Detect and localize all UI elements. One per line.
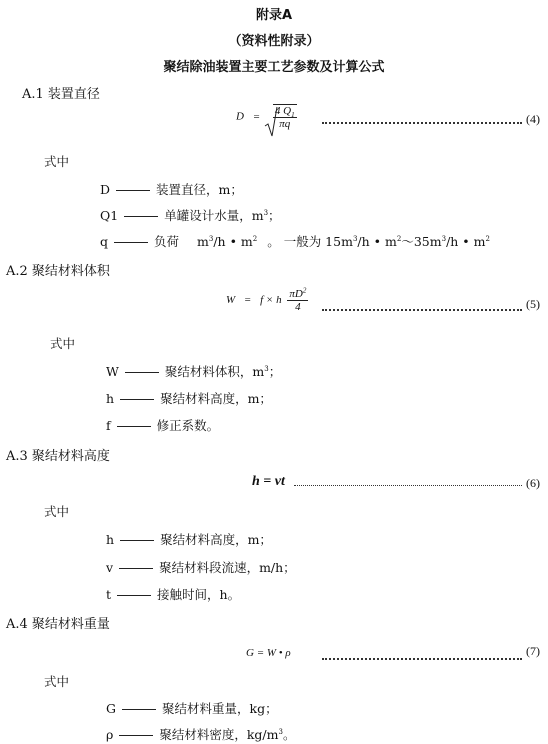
leader-dots <box>322 309 522 311</box>
formula-mid: f × h <box>260 294 282 307</box>
def-symbol: G <box>106 701 116 716</box>
definition-row <box>106 416 219 434</box>
def-unit: /h • m <box>213 234 253 249</box>
def-symbol: t <box>106 587 112 602</box>
def-sup: 3 <box>278 727 283 736</box>
formula-numerator: 4 Q <box>274 105 292 117</box>
equation-number: (4) <box>526 112 540 126</box>
definition-row <box>106 362 281 380</box>
appendix-subtitle: （资料性附录） <box>228 34 320 49</box>
def-desc: 聚结材料重量，kg； <box>162 701 278 716</box>
leader-dots <box>294 485 522 486</box>
formula-a2 <box>226 288 308 313</box>
def-sup: 3 <box>352 234 358 243</box>
formula-denominator: πq <box>279 118 291 130</box>
formula-numerator-sup: 2 <box>302 286 307 295</box>
def-desc: 装置直径，m； <box>156 182 243 197</box>
def-symbol: D <box>100 182 111 197</box>
sqrt-icon <box>264 106 278 138</box>
where-label: 式中 <box>44 504 70 519</box>
def-tail: ～35m <box>401 234 442 249</box>
def-sup: 2 <box>485 234 490 243</box>
def-symbol: f <box>106 418 111 433</box>
section-a2-title: A.2 聚结材料体积 <box>6 264 110 279</box>
equation-number: (6) <box>526 476 540 490</box>
def-sup: 3 <box>441 234 447 243</box>
def-tail: ； <box>268 208 281 223</box>
section-a3-title: A.3 聚结材料高度 <box>6 449 110 464</box>
def-symbol: h <box>106 532 115 547</box>
formula-a4: G = W • ρ <box>246 647 291 659</box>
section-a4-title: A.4 聚结材料重量 <box>6 617 110 632</box>
definition-row <box>106 585 240 603</box>
formula-a3: h = vt <box>252 474 285 489</box>
equation-number: (7) <box>526 644 540 658</box>
def-desc: 单罐设计水量，m <box>164 208 264 223</box>
section-a1-title: A.1 装置直径 <box>22 87 100 102</box>
where-label: 式中 <box>50 336 76 351</box>
equation-number: (5) <box>526 297 540 311</box>
definition-row <box>106 389 272 407</box>
definition-row <box>106 699 278 717</box>
definition-row <box>100 232 490 250</box>
def-desc: 聚结材料高度，m； <box>160 532 272 547</box>
def-tail: ； <box>268 364 282 379</box>
definition-row <box>100 206 281 224</box>
def-symbol: Q1 <box>100 208 119 223</box>
def-sup: 2 <box>396 234 402 243</box>
def-desc: 聚结材料高度，m； <box>160 391 272 406</box>
def-desc: 聚结材料段流速，m/h； <box>159 560 296 575</box>
formula-numerator-sub: 1 <box>291 111 295 120</box>
definition-row <box>106 725 296 743</box>
def-tail: 。 <box>282 727 296 742</box>
def-sup: 3 <box>264 364 269 373</box>
formula-numerator: πD <box>289 288 303 300</box>
where-label: 式中 <box>44 674 70 689</box>
def-sup: 3 <box>263 208 269 217</box>
definition-row <box>106 530 272 548</box>
appendix-title: 附录A <box>255 8 293 23</box>
def-desc: 聚结材料体积，m <box>164 364 265 379</box>
definition-row <box>106 558 296 576</box>
definition-row <box>100 180 243 198</box>
appendix-heading: 聚结除油装置主要工艺参数及计算公式 <box>163 60 385 75</box>
def-tail: /h • m <box>446 234 486 249</box>
def-desc: 接触时间，h。 <box>157 587 241 602</box>
def-unit: m <box>197 234 209 249</box>
formula-lhs: W <box>226 294 236 307</box>
def-desc: 修正系数。 <box>156 418 220 433</box>
def-symbol: ρ <box>106 727 114 742</box>
def-sup: 3 <box>208 234 214 243</box>
formula-denominator: 4 <box>295 301 301 313</box>
def-symbol: q <box>100 234 109 249</box>
leader-dots <box>322 122 522 124</box>
def-tail: /h • m <box>357 234 397 249</box>
leader-dots <box>322 658 522 660</box>
def-tail: 。 一般为 15m <box>267 234 353 249</box>
formula-eq: = <box>243 294 252 307</box>
def-symbol: v <box>106 560 114 575</box>
formula-lhs: D <box>236 110 244 123</box>
formula-eq: = <box>252 110 261 123</box>
where-label: 式中 <box>44 154 70 169</box>
def-desc: 聚结材料密度，kg/m <box>159 727 279 742</box>
def-symbol: W <box>106 364 119 379</box>
def-desc: 负荷 <box>154 234 180 249</box>
def-sup: 2 <box>252 234 258 243</box>
def-symbol: h <box>106 391 115 406</box>
